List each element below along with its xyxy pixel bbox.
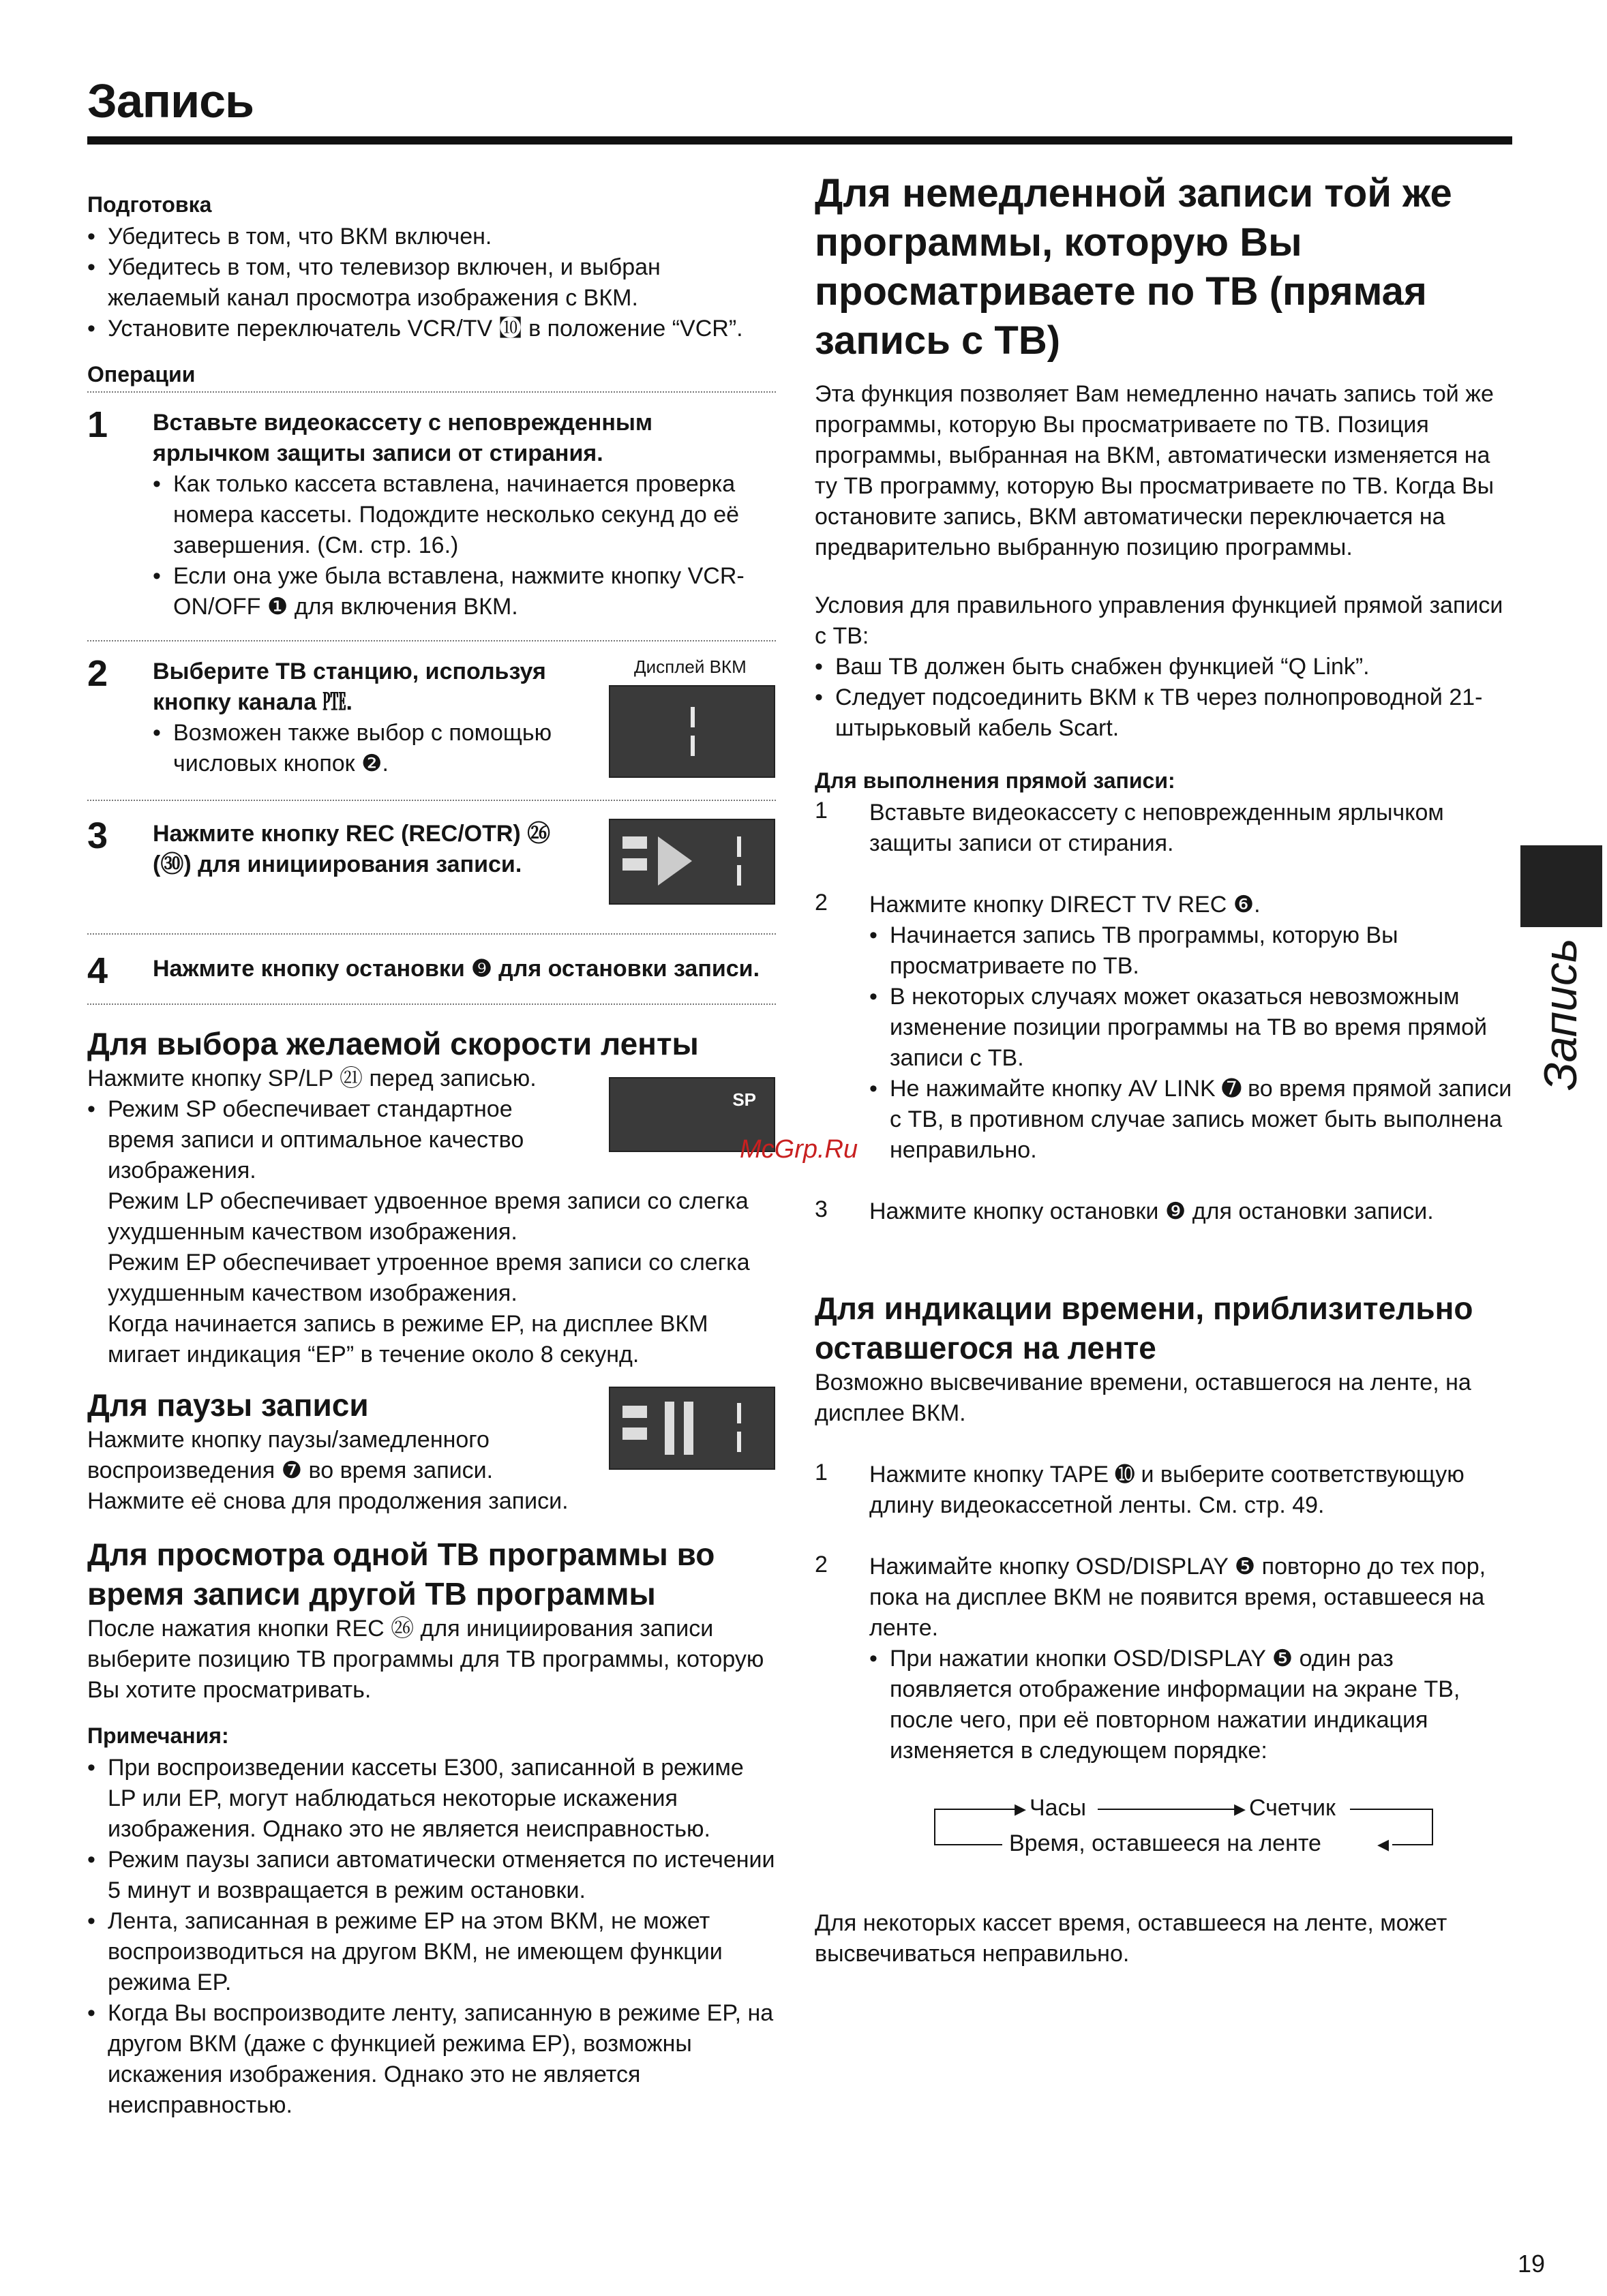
section-tab-marker (1520, 845, 1602, 927)
watch-text: После нажатия кнопки REC ㉖ для инициирования записи выберите позицию ТВ программы для ТВ программы, которую Вы хотите просматривать. (87, 1616, 764, 1703)
speed-line: Режим EP обеспечивает утроенное время записи со слегка ухудшенным качеством изображения. (108, 1250, 750, 1306)
speed-intro: Нажмите кнопку SP/LP ㉑ перед записью. (87, 1066, 537, 1091)
step-number: 2 (815, 1552, 828, 1577)
speed-line: Когда начинается запись в режиме EP, на дисплее ВКМ мигает индикация “EP” в течение около 8 секунд. (108, 1311, 708, 1368)
flow-arrow: ◂ (1377, 1831, 1390, 1857)
time-intro: Возможно высвечивание времени, оставшегося на ленте, на дисплее ВКМ. (815, 1370, 1471, 1426)
flow-counter: Счетчик (1249, 1795, 1336, 1821)
direct-intro: Эта функция позволяет Вам немедленно начать запись той же программы, которую Вы просматриваете по ТВ. Позиция программы, выбранная на ВКМ, автоматически изменяется на ту ТВ программу, которую Вы просматриваете по ТВ. Когда Вы остановите запись, ВКМ автоматически переключается на предварительно выбранную позицию программы. (815, 381, 1495, 560)
time-heading: Для индикации времени, приблизительно оставшегося на ленте (815, 1290, 1473, 1365)
note-item: • При воспроизведении кассеты E300, записанной в режиме LP или EP, могут наблюдаться некоторые искажения изображения. Однако это не является неисправностью. (87, 1753, 776, 1845)
step-number: 1 (87, 404, 108, 445)
vcr-display-pause (609, 1387, 775, 1470)
divider (87, 800, 776, 801)
step-number: 4 (87, 950, 108, 991)
time-footer: Для некоторых кассет время, оставшееся на ленте, может высвечиваться неправильно. (815, 1910, 1447, 1967)
condition-item: • Следует подсоединить ВКМ к ТВ через полнопроводной 21-штырьковый кабель Scart. (815, 682, 1517, 744)
step-text: Нажмите кнопку остановки ❾ для остановки записи. (869, 1198, 1434, 1224)
time-step (815, 1460, 1517, 1521)
step-heading: Выберите ТВ станцию, используя кнопку канала ㉐. (153, 659, 546, 715)
prep-title: Подготовка (87, 192, 212, 217)
section-tab-label: Запись (1535, 938, 1587, 1091)
flow-remaining: Время, оставшееся на ленте (1009, 1830, 1321, 1856)
display-cycle-diagram (934, 1792, 1452, 1867)
step-heading: Вставьте видеокассету с неповрежденным ярлычком защиты записи от стирания. (153, 410, 653, 466)
notes-title: Примечания: (87, 1723, 229, 1748)
step-heading: Нажмите кнопку остановки ❾ для остановки записи. (153, 956, 760, 982)
step-bullet: • В некоторых случаях может оказаться невозможным изменение позиции программы на ТВ во время прямой записи с ТВ. (869, 982, 1517, 1074)
left-column (87, 184, 776, 2121)
conditions-intro: Условия для правильного управления функцией прямой записи с ТВ: (815, 592, 1503, 649)
step-heading: Нажмите кнопку REC (REC/OTR) ㉖ (㉚) для инициирования записи. (153, 821, 551, 877)
step-2 (87, 653, 776, 786)
step-bullet: • Если она уже была вставлена, нажмите кнопку VCR-ON/OFF ❶ для включения ВКМ. (153, 561, 776, 622)
watermark: McGrp.Ru (740, 1135, 858, 1164)
page-number: 19 (1518, 2250, 1546, 2278)
step-text: Вставьте видеокассету с неповрежденным ярлычком защиты записи от стирания. (869, 800, 1444, 856)
step-number: 2 (815, 890, 828, 916)
step-number: 3 (87, 815, 108, 856)
divider (87, 640, 776, 641)
ops-title: Операции (87, 362, 196, 387)
flow-clock: Часы (1030, 1795, 1087, 1821)
step-3 (87, 815, 776, 921)
step-bullet: • Не нажимайте кнопку AV LINK ➐ во время прямой записи с ТВ, в противном случае запись может быть выполнена неправильно. (869, 1074, 1517, 1166)
step-number: 1 (815, 798, 828, 824)
direct-step (815, 890, 1517, 1166)
direct-heading: Для немедленной записи той же программы, которую Вы просматриваете по ТВ (прямая запись с ТВ) (815, 171, 1452, 363)
flow-arrow: ▸ (1015, 1796, 1027, 1822)
vcr-display-channel (609, 685, 775, 778)
divider (87, 1003, 776, 1005)
step-4 (87, 950, 776, 991)
divider (87, 933, 776, 935)
step-1 (87, 404, 776, 622)
time-step (815, 1552, 1517, 1766)
step-text: Нажмите кнопку DIRECT TV REC ❻. (869, 892, 1261, 918)
display-label: Дисплей ВКМ (634, 656, 747, 677)
prep-item: • Установите переключатель VCR/TV ㉈ в положение “VCR”. (87, 314, 776, 344)
note-item: • Лента, записанная в режиме EP на этом ВКМ, не может воспроизводиться на другом ВКМ, не имеющем функции режима EP. (87, 1906, 776, 1998)
title-rule (87, 136, 1512, 145)
step-number: 2 (87, 653, 108, 694)
note-item: • Когда Вы воспроизводите ленту, записанную в режиме EP, на другом ВКМ (даже с функцией режима EP), возможны искажения изображения. Однако это не является неисправностью. (87, 1998, 776, 2121)
divider (87, 391, 776, 393)
prep-item: • Убедитесь в том, что телевизор включен, и выбран желаемый канал просмотра изображения с ВКМ. (87, 252, 776, 314)
note-item: • Режим паузы записи автоматически отменяется по истечении 5 минут и возвращается в режим остановки. (87, 1845, 776, 1906)
pause-text: Нажмите кнопку паузы/замедленного воспроизведения ❼ во время записи. Нажмите её снова для продолжения записи. (87, 1427, 569, 1514)
step-bullet: • Возможен также выбор с помощью числовых кнопок ❷. (153, 718, 562, 779)
speed-line: Режим LP обеспечивает удвоенное время записи со слегка ухудшенным качеством изображения. (108, 1188, 749, 1245)
step-text: Нажмите кнопку TAPE ➓ и выберите соответствующую длину видеокассетной ленты. См. стр. 49. (869, 1462, 1465, 1518)
prep-item: • Убедитесь в том, что ВКМ включен. (87, 222, 776, 252)
page-title: Запись (87, 74, 254, 127)
condition-item: • Ваш ТВ должен быть снабжен функцией “Q Link”. (815, 652, 1517, 682)
step-bullet: • При нажатии кнопки OSD/DISPLAY ❺ один раз появляется отображение информации на экране ТВ, после чего, при её повторном нажатии индикация изменяется в следующем порядке: (869, 1644, 1517, 1766)
step-bullet: • Как только кассета вставлена, начинается проверка номера кассеты. Подождите несколько секунд до её завершения. (См. стр. 16.) (153, 469, 776, 561)
vcr-display-rec (609, 819, 775, 905)
speed-heading: Для выбора желаемой скорости ленты (87, 1026, 699, 1061)
flow-arrow: ▸ (1234, 1796, 1246, 1822)
step-number: 1 (815, 1460, 828, 1485)
direct-step (815, 798, 1517, 859)
pause-heading: Для паузы записи (87, 1387, 369, 1423)
step-number: 3 (815, 1196, 828, 1222)
watch-heading: Для просмотра одной ТВ программы во время записи другой ТВ программы (87, 1537, 715, 1612)
sp-indicator: SP (732, 1089, 756, 1110)
step-text: Нажимайте кнопку OSD/DISPLAY ❺ повторно до тех пор, пока на дисплее ВКМ не появится время, оставшееся на ленте. (869, 1554, 1486, 1641)
step-bullet: • Начинается запись ТВ программы, которую Вы просматриваете по ТВ. (869, 920, 1517, 982)
speed-bullet: • Режим SP обеспечивает стандартное время записи и оптимальное качество изображения. (87, 1094, 578, 1186)
direct-step (815, 1196, 1517, 1227)
right-column (815, 169, 1517, 1969)
perform-title: Для выполнения прямой записи: (815, 768, 1175, 793)
